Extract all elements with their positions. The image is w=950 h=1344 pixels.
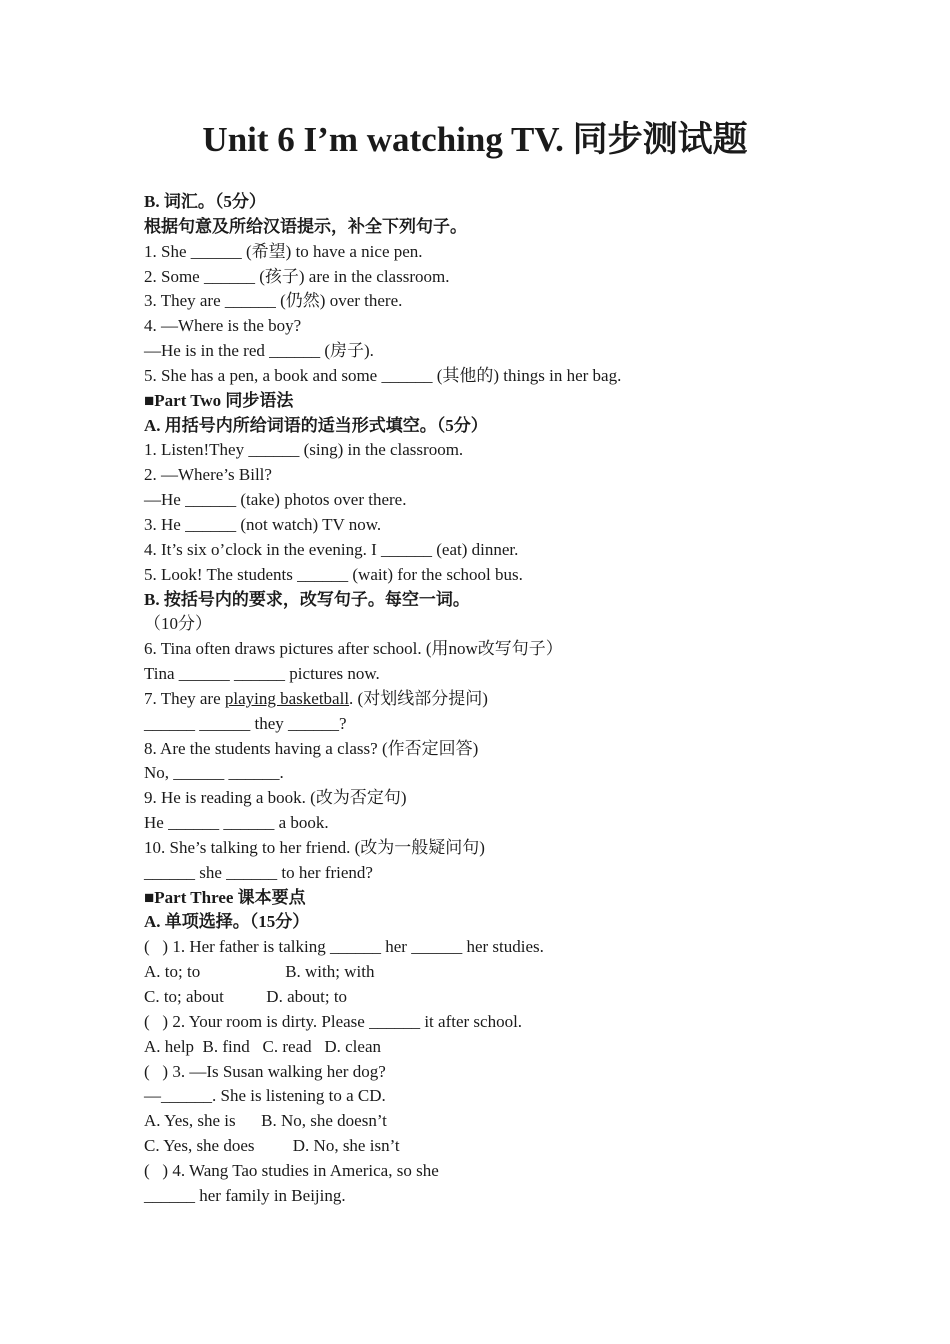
section-heading: ■Part Three 课本要点 bbox=[144, 887, 306, 907]
question-line: 4. It’s six o’clock in the evening. I ______ (eat) dinner. bbox=[144, 539, 519, 559]
question-line: （10分） bbox=[144, 614, 212, 634]
question-line: C. Yes, she does D. No, she isn’t bbox=[144, 1136, 400, 1156]
question-line: 5. She has a pen, a book and some ______ (其他的) things in her bag. bbox=[144, 365, 622, 385]
underlined-phrase: playing basketball bbox=[224, 688, 350, 708]
question-line: ______ she ______ to her friend? bbox=[144, 862, 373, 882]
section-heading: A. 单项选择。（15分） bbox=[144, 912, 310, 932]
question-line: 8. Are the students having a class? (作否定回答) bbox=[144, 738, 479, 758]
question-line: ______ ______ they ______? bbox=[144, 713, 347, 733]
question-line: ( ) 2. Your room is dirty. Please ______ it after school. bbox=[144, 1011, 523, 1031]
question-line: —______. She is listening to a CD. bbox=[144, 1086, 386, 1106]
question-line: 3. He ______ (not watch) TV now. bbox=[144, 514, 382, 534]
question-line: Tina ______ ______ pictures now. bbox=[144, 664, 380, 684]
question-line: 4. —Where is the boy? bbox=[144, 316, 302, 336]
page-title: Unit 6 I’m watching TV. 同步测试题 bbox=[202, 120, 748, 159]
question-line: 5. Look! The students ______ (wait) for the school bus. bbox=[144, 564, 523, 584]
question-line: —He ______ (take) photos over there. bbox=[144, 490, 407, 510]
question-line: 2. Some ______ (孩子) are in the classroom. bbox=[144, 266, 450, 286]
question-line: —He is in the red ______ (房子). bbox=[144, 341, 374, 361]
section-heading: 根据句意及所给汉语提示，补全下列句子。 bbox=[144, 216, 467, 236]
section-heading: B. 按括号内的要求，改写句子。每空一词。 bbox=[144, 589, 470, 609]
section-heading: ■Part Two 同步语法 bbox=[144, 390, 294, 410]
section-heading: A. 用括号内所给词语的适当形式填空。（5分） bbox=[144, 415, 488, 435]
line-text: 7. They are bbox=[144, 688, 225, 708]
question-line: No, ______ ______. bbox=[144, 763, 284, 783]
question-line: C. to; about D. about; to bbox=[144, 987, 348, 1006]
question-line: 1. Listen!They ______ (sing) in the classroom. bbox=[144, 440, 464, 460]
question-line: 10. She’s talking to her friend. (改为一般疑问句) bbox=[144, 837, 485, 857]
worksheet-body bbox=[144, 190, 904, 1209]
line-text: . (对划线部分提问) bbox=[349, 688, 488, 708]
question-line: A. Yes, she is B. No, she doesn’t bbox=[144, 1111, 387, 1131]
question-line: 3. They are ______ (仍然) over there. bbox=[144, 291, 403, 311]
question-line: ( ) 3. —Is Susan walking her dog? bbox=[144, 1061, 386, 1081]
question-line: ( ) 1. Her father is talking ______ her ______ her studies. bbox=[144, 937, 544, 957]
section-heading: B. 词汇。（5分） bbox=[144, 192, 266, 211]
question-line: 1. She ______ (希望) to have a nice pen. bbox=[144, 241, 423, 261]
question-line: 2. —Where’s Bill? bbox=[144, 465, 272, 485]
question-line: 9. He is reading a book. (改为否定句) bbox=[144, 788, 407, 808]
question-line bbox=[144, 687, 904, 712]
question-line: ( ) 4. Wang Tao studies in America, so she bbox=[144, 1160, 439, 1180]
question-line: A. to; to B. with; with bbox=[144, 962, 375, 982]
question-line: 6. Tina often draws pictures after school. (用now改写句子） bbox=[144, 639, 563, 659]
question-line: ______ her family in Beijing. bbox=[144, 1185, 346, 1205]
question-line: A. help B. find C. read D. clean bbox=[144, 1036, 381, 1056]
question-line: He ______ ______ a book. bbox=[144, 813, 329, 833]
